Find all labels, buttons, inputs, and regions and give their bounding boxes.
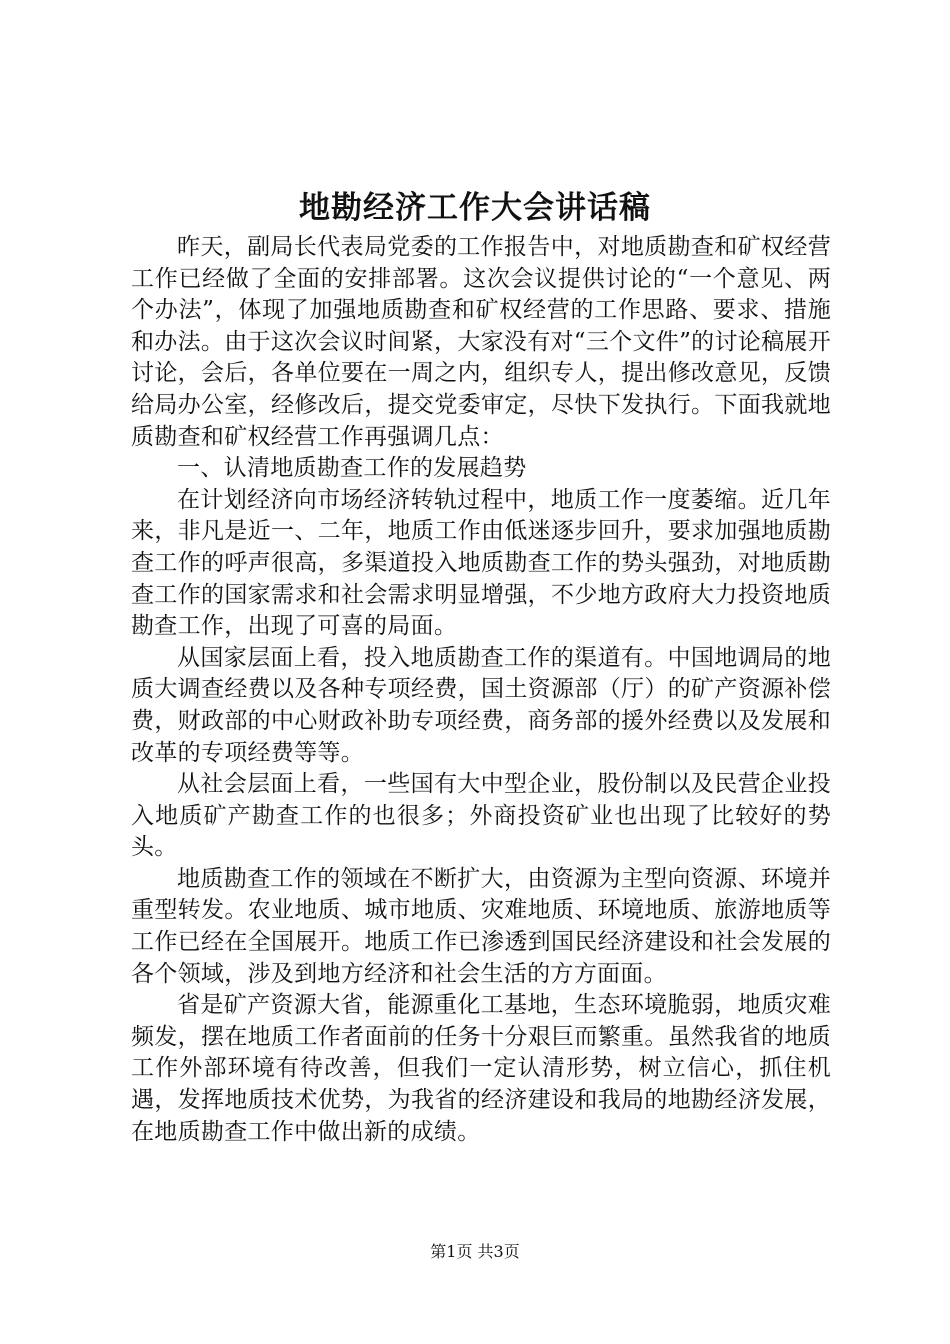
paragraph: 在计划经济向市场经济转轨过程中，地质工作一度萎缩。近几年来，非凡是近一、二年，地质工作由低迷逐步回升，要求加强地质勘查工作的呼声很高，多渠道投入地质勘查工作的势头强劲，对地质勘查工作的国家需求和社会需求明显增强，不少地方政府大力投资地质勘查工作，出现了可喜的局面。 [131, 486, 831, 640]
page-number-footer: 第1页 共3页 [430, 1242, 520, 1261]
paragraph: 地质勘查工作的领域在不断扩大，由资源为主型向资源、环境并重型转发。农业地质、城市地质、灾难地质、环境地质、旅游地质等工作已经在全国展开。地质工作已渗透到国民经济建设和社会发展的各个领域，涉及到地方经济和社会生活的方方面面。 [131, 865, 831, 987]
section-heading-1: 一、认清地质勘查工作的发展趋势 [177, 455, 527, 482]
document-title: 地勘经济工作大会讲话稿 [299, 190, 651, 226]
paragraph-intro: 昨天，副局长代表局党委的工作报告中，对地质勘查和矿权经营工作已经做了全面的安排部署。这次会议提供讨论的“一个意见、两个办法”，体现了加强地质勘查和矿权经营的工作思路、要求、措施和办法。由于这次会议时间紧，大家没有对“三个文件”的讨论稿展开讨论，会后，各单位要在一周之内，组织专人，提出修改意见，反馈给局办公室，经修改后，提交党委审定，尽快下发执行。下面我就地质勘查和矿权经营工作再强调几点： [131, 234, 831, 450]
paragraph: 从社会层面上看，一些国有大中型企业，股份制以及民营企业投入地质矿产勘查工作的也很多；外商投资矿业也出现了比较好的势头。 [131, 771, 831, 861]
paragraph: 从国家层面上看，投入地质勘查工作的渠道有。中国地调局的地质大调查经费以及各种专项经费，国土资源部（厅）的矿产资源补偿费，财政部的中心财政补助专项经费，商务部的援外经费以及发展和改革的专项经费等等。 [131, 644, 831, 766]
paragraph: 省是矿产资源大省，能源重化工基地，生态环境脆弱，地质灾难频发，摆在地质工作者面前的任务十分艰巨而繁重。虽然我省的地质工作外部环境有待改善，但我们一定认清形势，树立信心，抓住机遇，发挥地质技术优势，为我省的经济建设和我局的地勘经济发展，在地质勘查工作中做出新的成绩。 [131, 992, 831, 1145]
document-body [131, 232, 831, 1148]
